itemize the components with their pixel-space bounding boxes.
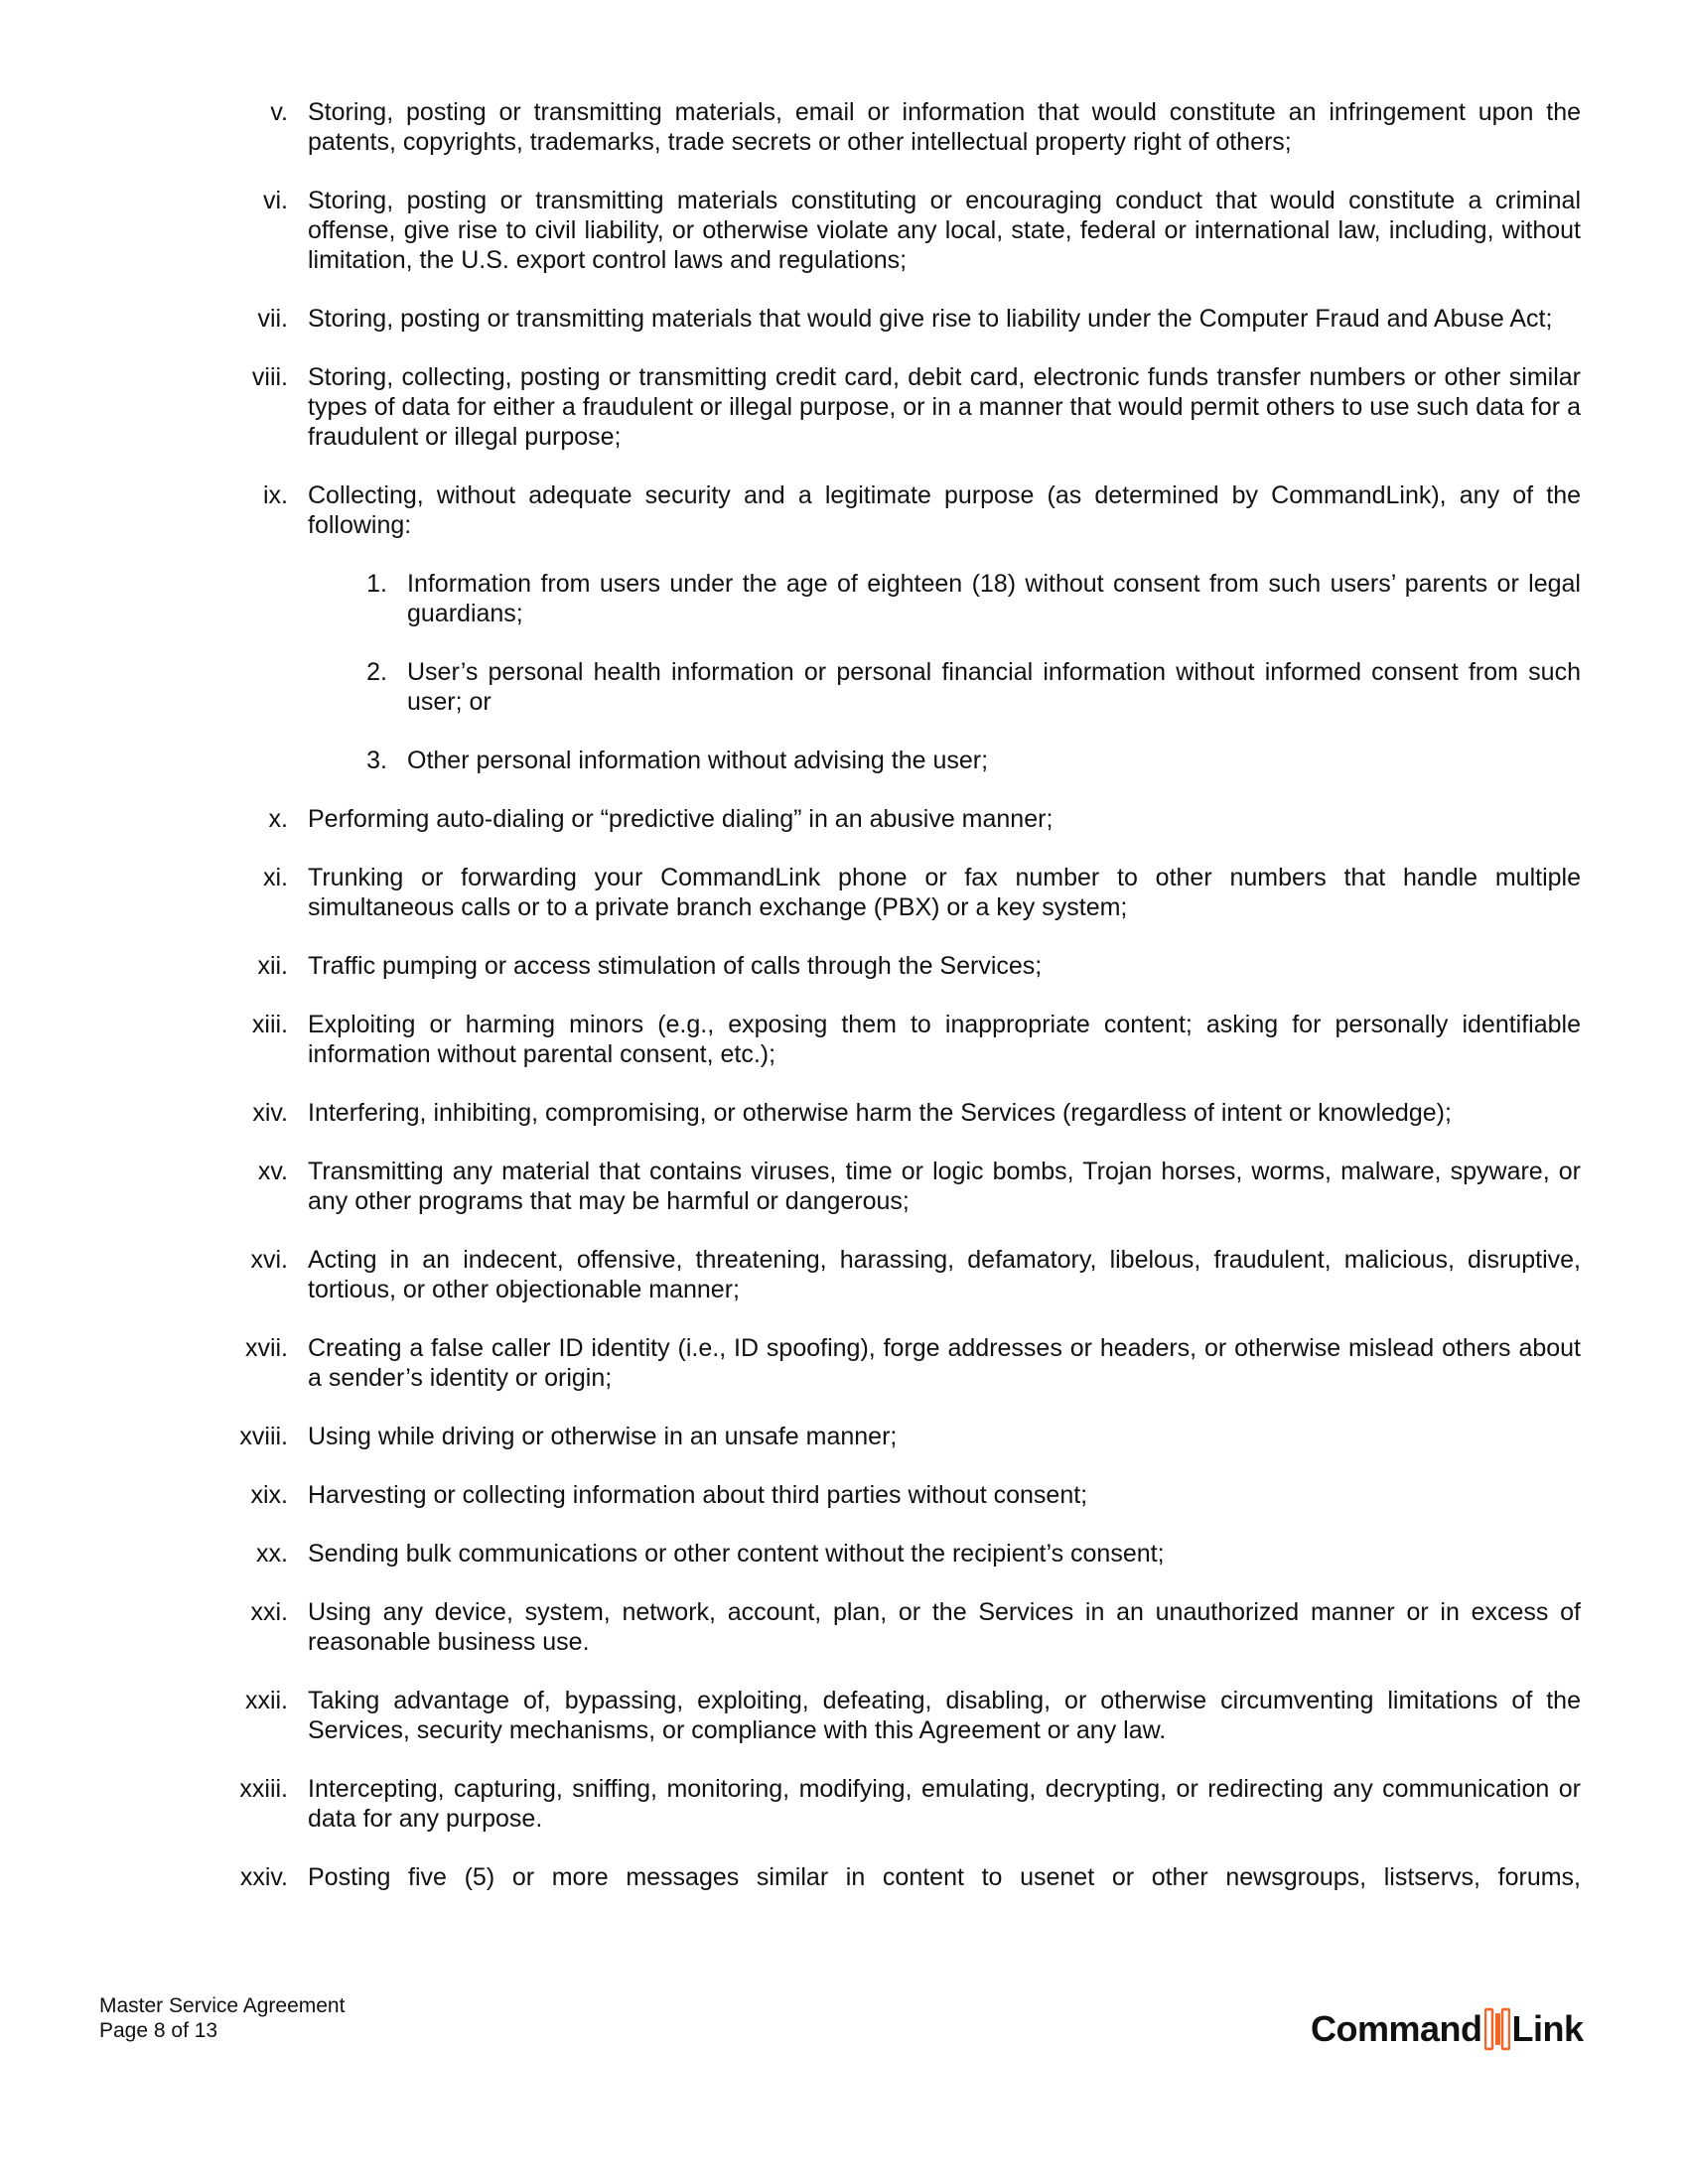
- list-item-number: xxiii.: [239, 1775, 288, 1803]
- sub-list-item-text: User’s personal health information or personal financial information without informed consent from such user; or: [407, 658, 1581, 716]
- list-item: [244, 1686, 1581, 1745]
- list-item: [250, 1245, 1581, 1304]
- list-item-number: xx.: [256, 1540, 288, 1568]
- list-item-number: xvii.: [244, 1334, 288, 1362]
- sub-list-item-number: 3.: [366, 747, 387, 774]
- list-item-number: xii.: [257, 952, 288, 980]
- sub-list-item-number: 1.: [366, 570, 387, 598]
- list-item-text: Storing, posting or transmitting materials that would give rise to liability under the Computer Fraud and Abuse Act;: [308, 305, 1553, 333]
- list-item-text: Storing, posting or transmitting materials constituting or encouraging conduct that would constitute a criminal offense, give rise to civil liability, or otherwise violate any local, state, federal or international law, including, without limitation, the U.S. export control laws and regulations;: [308, 187, 1581, 274]
- list-item-number: vii.: [257, 305, 288, 333]
- list-item: [244, 1333, 1581, 1393]
- commandlink-bars-icon: [1484, 2007, 1510, 2051]
- list-item-text: Using while driving or otherwise in an unsafe manner;: [308, 1423, 898, 1450]
- list-item-number: xxiv.: [239, 1863, 288, 1891]
- logo-word-link: Link: [1511, 2008, 1584, 2049]
- list-item: [239, 1774, 1581, 1834]
- list-item-text: Performing auto-dialing or “predictive dialing” in an abusive manner;: [308, 805, 1054, 833]
- list-item-number: xi.: [263, 864, 288, 891]
- list-item-number: xix.: [250, 1481, 288, 1509]
- list-item-number: viii.: [251, 363, 288, 391]
- list-item-text: Traffic pumping or access stimulation of calls through the Services;: [308, 952, 1043, 980]
- list-item: [256, 1539, 1581, 1569]
- list-item-number: xxii.: [244, 1687, 288, 1714]
- list-item-number: xv.: [257, 1158, 288, 1185]
- list-item-text: Transmitting any material that contains viruses, time or logic bombs, Trojan horses, worms, malware, spyware, or any other programs that may be harmful or dangerous;: [308, 1158, 1581, 1215]
- list-item-text: Acting in an indecent, offensive, threatening, harassing, defamatory, libelous, fraudulent, malicious, disruptive, tortious, or other objectionable manner;: [308, 1246, 1581, 1303]
- list-item-number: xiii.: [251, 1011, 288, 1038]
- list-item-number: xvi.: [250, 1246, 288, 1274]
- list-item-number: xxi.: [250, 1598, 288, 1626]
- list-item: [257, 304, 1581, 334]
- list-item: [251, 362, 1581, 452]
- list-item: [252, 1098, 1581, 1128]
- list-item-text: Posting five (5) or more messages similar in content to usenet or other newsgroups, listservs, forums,: [308, 1863, 1581, 1891]
- list-item: [250, 1480, 1581, 1510]
- list-item: [263, 186, 1581, 275]
- list-item-text: Using any device, system, network, account, plan, or the Services in an unauthorized manner or in excess of reasonable business use.: [308, 1598, 1581, 1656]
- list-item-text: Sending bulk communications or other content without the recipient’s consent;: [308, 1540, 1165, 1568]
- list-item-text: Intercepting, capturing, sniffing, monitoring, modifying, emulating, decrypting, or redirecting any communication or data for any purpose.: [308, 1775, 1581, 1833]
- list-item-text: Creating a false caller ID identity (i.e., ID spoofing), forge addresses or headers, or otherwise mislead others about a sender’s identity or origin;: [308, 1334, 1581, 1392]
- page-footer: [99, 1993, 345, 2043]
- commandlink-logo: [1311, 2005, 1584, 2053]
- list-item-text: Taking advantage of, bypassing, exploiting, defeating, disabling, or otherwise circumventing limitations of the Services, security mechanisms, or compliance with this Agreement or any law.: [308, 1687, 1581, 1744]
- list-item-number: vi.: [263, 187, 288, 214]
- list-item-text: Trunking or forwarding your CommandLink phone or fax number to other numbers that handle multiple simultaneous calls or to a private branch exchange (PBX) or a key system;: [308, 864, 1581, 921]
- sub-list-item-number: 2.: [366, 658, 387, 686]
- list-item-text: Interfering, inhibiting, compromising, or otherwise harm the Services (regardless of intent or knowledge);: [308, 1099, 1452, 1127]
- list-item: [270, 97, 1581, 157]
- list-item: [268, 804, 1581, 834]
- list-item: [257, 1157, 1581, 1216]
- list-item: [250, 1597, 1581, 1657]
- list-item-number: xiv.: [252, 1099, 288, 1127]
- list-item: [239, 1422, 1581, 1451]
- logo-word-command: Command: [1311, 2008, 1482, 2049]
- sub-list-item: [366, 569, 1581, 628]
- sub-list-item-text: Information from users under the age of eighteen (18) without consent from such users’ parents or legal guardians;: [407, 570, 1581, 627]
- sub-list-item: [366, 657, 1581, 717]
- list-item-number: v.: [270, 98, 288, 126]
- list-item-number: xviii.: [239, 1423, 288, 1450]
- list-item: [251, 1010, 1581, 1069]
- list-item-text: Storing, collecting, posting or transmitting credit card, debit card, electronic funds transfer numbers or other similar types of data for either a fraudulent or illegal purpose, or in a manner that would permit others to use such data for a fraudulent or illegal purpose;: [308, 363, 1581, 451]
- list-item-text: Collecting, without adequate security and a legitimate purpose (as determined by CommandLink), any of the following:: [308, 481, 1581, 539]
- list-item: [263, 480, 1581, 540]
- list-item: [263, 863, 1581, 922]
- list-item-text: Exploiting or harming minors (e.g., exposing them to inappropriate content; asking for personally identifiable information without parental consent, etc.);: [308, 1011, 1581, 1068]
- footer-title: Master Service Agreement: [99, 1994, 346, 2017]
- list-item-text: Storing, posting or transmitting materials, email or information that would constitute an infringement upon the patents, copyrights, trademarks, trade secrets or other intellectual property right of others;: [308, 98, 1581, 156]
- list-item: [239, 1862, 1581, 1892]
- list-item-number: ix.: [263, 481, 288, 509]
- list-item-text: Harvesting or collecting information about third parties without consent;: [308, 1481, 1088, 1509]
- sub-list-item-text: Other personal information without advising the user;: [407, 747, 989, 774]
- list-item-number: x.: [268, 805, 288, 833]
- document-body: [239, 97, 1581, 1921]
- list-item: [257, 951, 1581, 981]
- sub-list-item: [366, 746, 1581, 775]
- footer-page-number: Page 8 of 13: [99, 2019, 218, 2042]
